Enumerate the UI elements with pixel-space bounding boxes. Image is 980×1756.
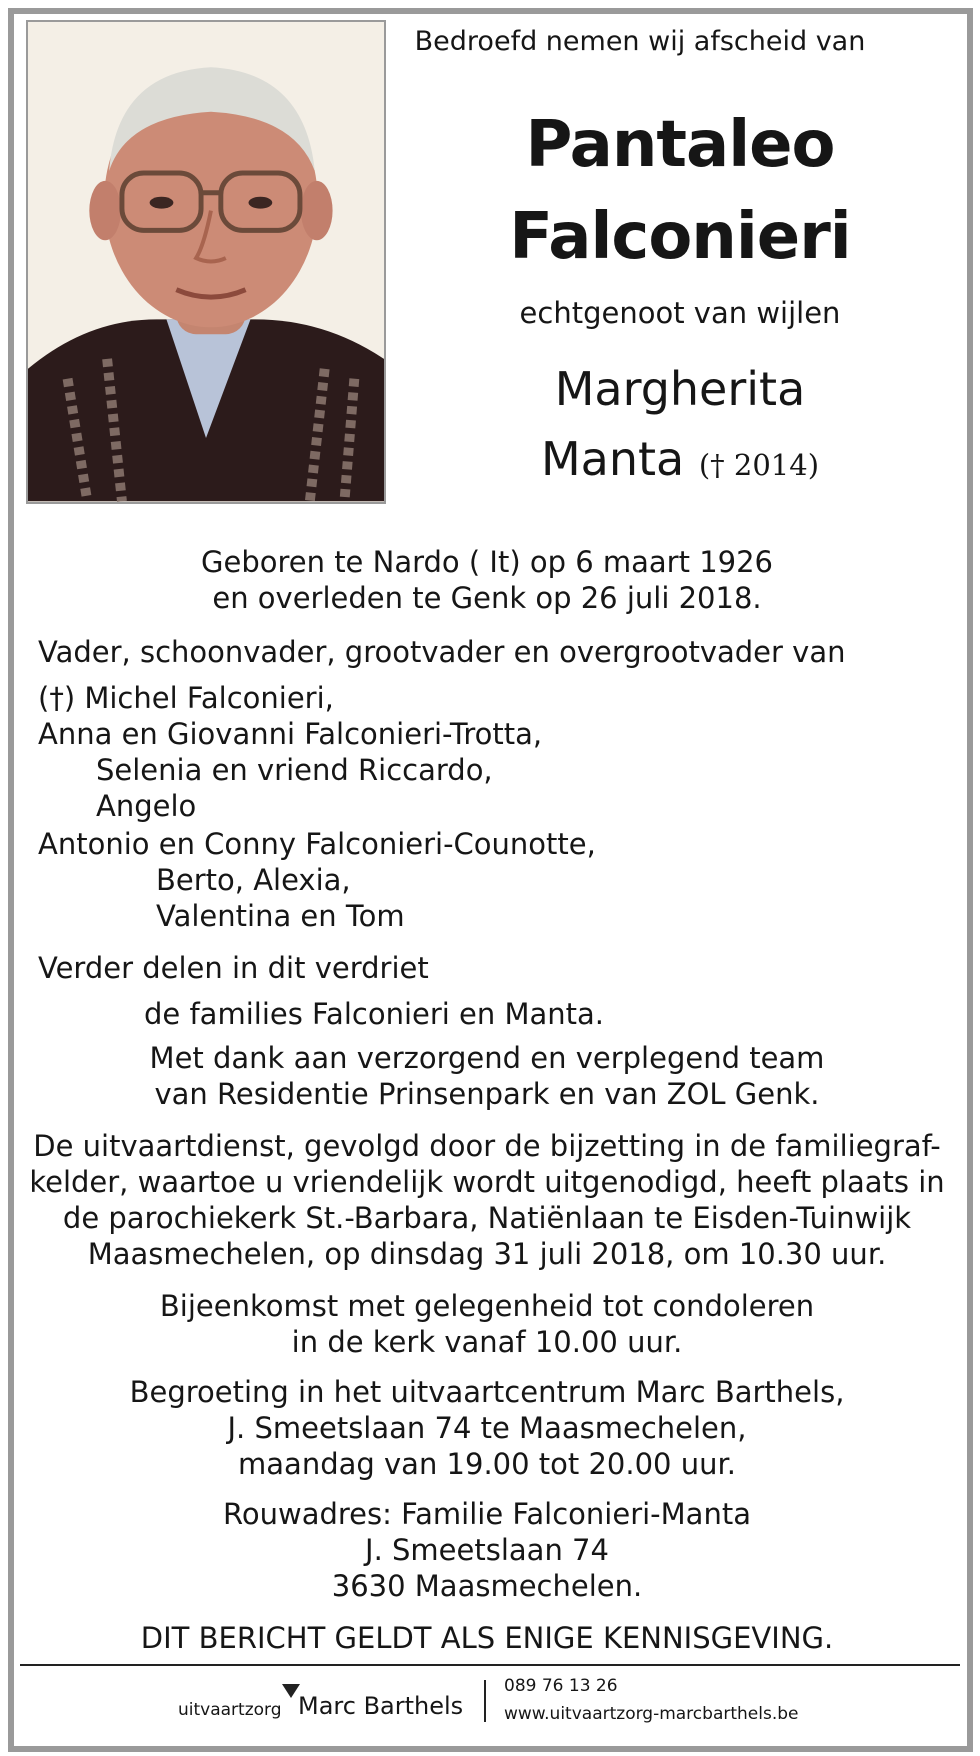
footer-vertical-divider (484, 1680, 486, 1722)
spouse-first-name: Margherita (554, 362, 806, 416)
service-line: Maasmechelen, op dinsdag 31 juli 2018, om 10.30 uur. (87, 1237, 887, 1271)
gathering-line-1: Bijeenkomst met gelegenheid tot condoleren (159, 1289, 815, 1323)
birth-line-2: en overleden te Genk op 26 juli 2018. (212, 581, 762, 615)
further-line-1: Verder delen in dit verdriet (38, 951, 429, 985)
deceased-first-name: Pantaleo (525, 108, 835, 182)
visitation-line-1: Begroeting in het uitvaartcentrum Marc Barthels, (129, 1375, 845, 1409)
further-line-2: de families Falconieri en Manta. (144, 997, 605, 1031)
footer-website[interactable]: www.uitvaartzorg-marcbarthels.be (504, 1704, 799, 1724)
family-member: Anna en Giovanni Falconieri-Trotta, (38, 717, 543, 751)
thanks-line-2: van Residentie Prinsenpark en van ZOL Genk. (154, 1077, 820, 1111)
thanks-line-1: Met dank aan verzorgend en verplegend team (149, 1041, 825, 1075)
spouse-last-name-line (420, 432, 940, 486)
family-member: Selenia en vriend Riccardo, (96, 753, 493, 787)
family-member: Antonio en Conny Falconieri-Counotte, (38, 827, 596, 861)
spouse-last-name: Manta (540, 432, 685, 486)
family-member: (†) Michel Falconieri, (38, 681, 334, 715)
service-line: de parochiekerk St.-Barbara, Natiënlaan te Eisden-Tuinwijk (62, 1201, 912, 1235)
address-line-3: 3630 Maasmechelen. (331, 1569, 643, 1603)
service-line: De uitvaartdienst, gevolgd door de bijzetting in de familiegraf- (33, 1129, 941, 1163)
service-line: kelder, waartoe u vriendelijk wordt uitgenodigd, heeft plaats in (29, 1165, 945, 1199)
family-member: Angelo (96, 789, 197, 823)
birth-line-1: Geboren te Nardo ( It) op 6 maart 1926 (201, 545, 773, 579)
footer-brand-prefix: uitvaartzorg (178, 1700, 282, 1720)
deceased-last-name: Falconieri (509, 200, 851, 274)
portrait-photo (26, 20, 386, 504)
spouse-death-note: († 2014) (698, 448, 820, 482)
intro-text: Bedroefd nemen wij afscheid van (414, 26, 866, 57)
gathering-line-2: in de kerk vanaf 10.00 uur. (291, 1325, 683, 1359)
visitation-line-2: J. Smeetslaan 74 te Maasmechelen, (227, 1411, 747, 1445)
family-member: Valentina en Tom (156, 899, 405, 933)
spouse-intro: echtgenoot van wijlen (519, 296, 841, 330)
footer-divider-line (20, 1664, 960, 1666)
visitation-line-3: maandag van 19.00 tot 20.00 uur. (238, 1447, 736, 1481)
footer-brand-name: Marc Barthels (298, 1692, 464, 1720)
address-line-2: J. Smeetslaan 74 (365, 1533, 609, 1567)
family-member: Berto, Alexia, (156, 863, 351, 897)
family-heading: Vader, schoonvader, grootvader en overgrootvader van (38, 635, 846, 669)
notice-text: DIT BERICHT GELDT ALS ENIGE KENNISGEVING. (140, 1621, 834, 1655)
portrait-illustration (28, 22, 384, 502)
footer-phone: 089 76 13 26 (504, 1676, 618, 1696)
address-line-1: Rouwadres: Familie Falconieri-Manta (223, 1497, 751, 1531)
